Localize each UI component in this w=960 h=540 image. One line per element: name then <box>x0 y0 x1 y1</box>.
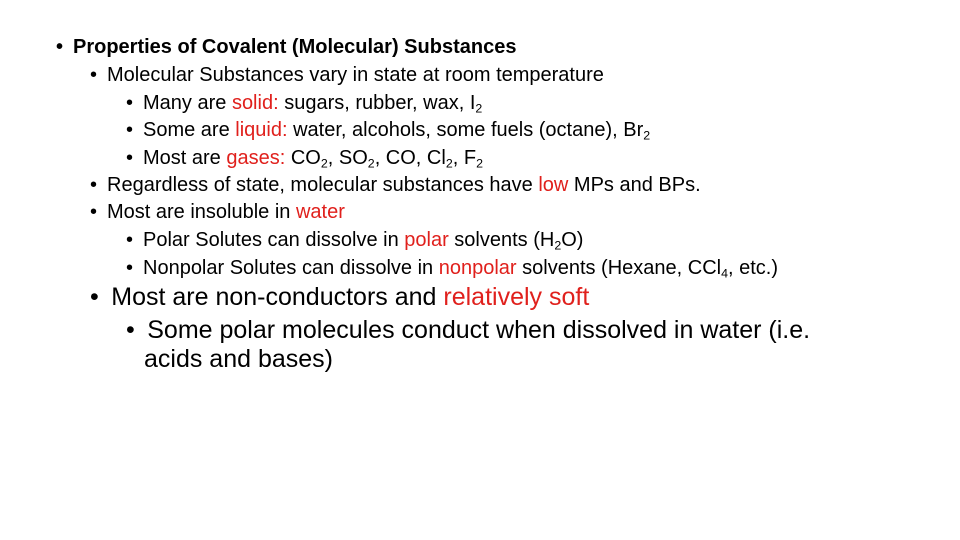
bullet-conductors <box>90 285 589 310</box>
bullet-text: , F <box>452 147 477 169</box>
highlight-word: polar <box>404 229 449 251</box>
bullet-text: Nonpolar Solutes can dissolve in <box>143 257 439 279</box>
subscript: 2 <box>476 156 483 171</box>
bullet-text: Some polar molecules conduct when dissolved in water (i.e. <box>147 316 811 344</box>
bullet-text: Some are <box>143 119 236 141</box>
bullet-polar-conduct <box>126 318 810 343</box>
bullet-liquids <box>126 119 651 143</box>
bullet-icon: • <box>56 36 64 58</box>
bullet-text: Most are non-conductors and <box>111 283 444 311</box>
bullet-text: solvents (H <box>448 229 555 251</box>
subscript: 2 <box>445 156 453 171</box>
highlight-word: relatively soft <box>443 283 590 311</box>
highlight-word: low <box>538 174 569 196</box>
bullet-text: MPs and BPs. <box>568 174 701 196</box>
subscript: 4 <box>721 266 729 281</box>
bullet-text: Molecular Substances vary in state at room temperature <box>107 64 604 86</box>
bullet-text: Regardless of state, molecular substances have <box>107 174 539 196</box>
bullet-text: Many are <box>143 92 232 114</box>
subscript: 2 <box>320 156 328 171</box>
bullet-icon: • <box>90 174 98 196</box>
subscript: 2 <box>475 101 483 116</box>
bullet-state-intro <box>90 65 604 85</box>
bullet-melting-points <box>90 175 701 195</box>
heading-text: Properties of Covalent (Molecular) Substances <box>73 36 517 58</box>
bullet-text: solvents (Hexane, CCl <box>516 257 722 279</box>
bullet-gases <box>126 147 483 171</box>
bullet-icon: • <box>90 64 98 86</box>
highlight-word: nonpolar <box>438 257 517 279</box>
subscript: 2 <box>643 128 651 143</box>
bullet-solids <box>126 92 483 116</box>
bullet-polar-conduct-continued <box>144 347 333 372</box>
subscript: 2 <box>367 156 375 171</box>
bullet-text: sugars, rubber, wax, I <box>278 92 476 114</box>
bullet-text: Most are <box>143 147 227 169</box>
bullet-text: , SO <box>327 147 368 169</box>
bullet-text: Most are insoluble in <box>107 201 296 223</box>
bullet-text: , CO, Cl <box>374 147 446 169</box>
highlight-word: gases: <box>226 147 286 169</box>
highlight-word: liquid: <box>235 119 288 141</box>
bullet-icon: • <box>126 229 134 251</box>
bullet-text: acids and bases) <box>144 345 334 373</box>
highlight-word: water <box>295 201 345 223</box>
bullet-text: CO <box>285 147 321 169</box>
bullet-text: , etc.) <box>728 257 779 279</box>
bullet-icon: • <box>126 147 134 169</box>
bullet-solubility <box>90 202 345 222</box>
subscript: 2 <box>554 238 562 253</box>
highlight-word: solid: <box>231 92 279 114</box>
bullet-icon: • <box>126 119 134 141</box>
bullet-icon: • <box>126 316 135 344</box>
bullet-text: Polar Solutes can dissolve in <box>143 229 405 251</box>
bullet-polar-solutes <box>126 229 584 253</box>
bullet-icon: • <box>126 92 134 114</box>
bullet-heading <box>56 37 516 57</box>
bullet-text: O) <box>561 229 584 251</box>
bullet-icon: • <box>90 201 98 223</box>
bullet-nonpolar-solutes <box>126 257 779 281</box>
bullet-icon: • <box>90 283 99 311</box>
bullet-icon: • <box>126 257 134 279</box>
bullet-text: water, alcohols, some fuels (octane), Br <box>287 119 644 141</box>
